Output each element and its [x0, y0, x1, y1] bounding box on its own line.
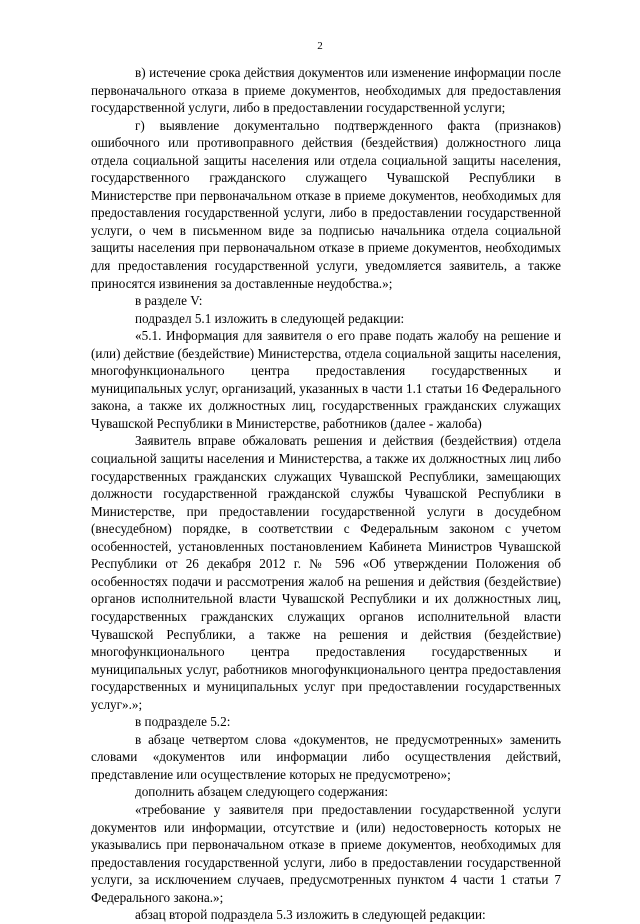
document-body [91, 64, 561, 924]
paragraph-appeal-right: Заявитель вправе обжаловать решения и действия (бездействия) отдела социальной защиты населения и Министерства, а также их должностных лиц либо государственных гражданских служащих Чувашской Республики, замещающих должности государственной гражданской службы Чувашской Республики в Министерстве, при предоставлении государственной услуги в досудебном (внесудебном) порядке, в соответствии с Федеральным законом с учетом особенностей, установленных постановлением Кабинета Министров Чувашской Республики от 26 декабря 2012 г. № 596 «Об утверждении Положения об особенностях подачи и рассмотрения жалоб на решения и действия (бездействие) органов исполнительной власти Чувашской Республики и их должностных лиц, государственных гражданских служащих органов исполнительной власти Чувашской Республики, а также на решения и действия (бездействие) многофункционального центра предоставления государственных и муниципальных услуг, работников многофункционального центра предоставления государственных и муниципальных услуг при предоставлении государственных услуг».»; [91, 433, 561, 712]
paragraph-subsection-5-2-intro: в подразделе 5.2: [135, 714, 231, 730]
paragraph-5-1-heading: «5.1. Информация для заявителя о его праве подать жалобу на решение и (или) действие (бездействие) Министерства, отдела социальной защиты населения, многофункционального центра предоставления государственных и муниципальных услуг, организаций, указанных в части 1.1 статьи 16 Федерального закона, а также их должностных лиц, государственных гражданских служащих Чувашской Республики в Министерстве, работников (далее - жалоба) [91, 328, 561, 431]
paragraph-item-v: в) истечение срока действия документов или изменение информации после первоначального отказа в приеме документов, необходимых для предоставления государственной услуги, либо в предоставлении государственной услуги; [91, 65, 561, 116]
paragraph-subsection-5-1-intro: подраздел 5.1 изложить в следующей редакции: [135, 310, 405, 326]
paragraph-item-g: г) выявление документально подтвержденного факта (признаков) ошибочного или противоправного действия (бездействия) должностного лица отдела социальной защиты населения или отдела социальной защиты населения, государственного гражданского служащего Чувашской Республики в Министерстве при первоначальном отказе в приеме документов, необходимых для предоставления государственной услуги, либо в предоставлении государственной услуги, о чем в письменном виде за подписью начальника отдела социальной защиты населения при первоначальном отказе в приеме документов, необходимых для предоставления государственной услуги, уведомляется заявитель, а также приносятся извинения за доставленные неудобства.»; [91, 117, 561, 291]
paragraph-fourth-abzac-change: в абзаце четвертом слова «документов, не предусмотренных» заменить словами «документов или информации либо осуществления действий, представление или осуществление которых не предусмотрено»; [91, 731, 561, 782]
page-number: 2 [317, 40, 323, 52]
paragraph-add-abzac: дополнить абзацем следующего содержания: [135, 784, 389, 800]
paragraph-requirement-text: «требование у заявителя при предоставлении государственной услуги документов или информации, отсутствие и (или) недостоверность которых не указывались при первоначальном отказе в приеме документов, необходимых для предоставления государственной услуги, либо в предоставлении государственной услуги, за исключением случаев, предусмотренных пунктом 4 части 1 статьи 7 Федерального закона.»; [91, 801, 561, 905]
paragraph-subsection-5-3-intro: абзац второй подраздела 5.3 изложить в следующей редакции: [135, 907, 486, 923]
paragraph-section-v-intro: в разделе V: [135, 293, 203, 309]
